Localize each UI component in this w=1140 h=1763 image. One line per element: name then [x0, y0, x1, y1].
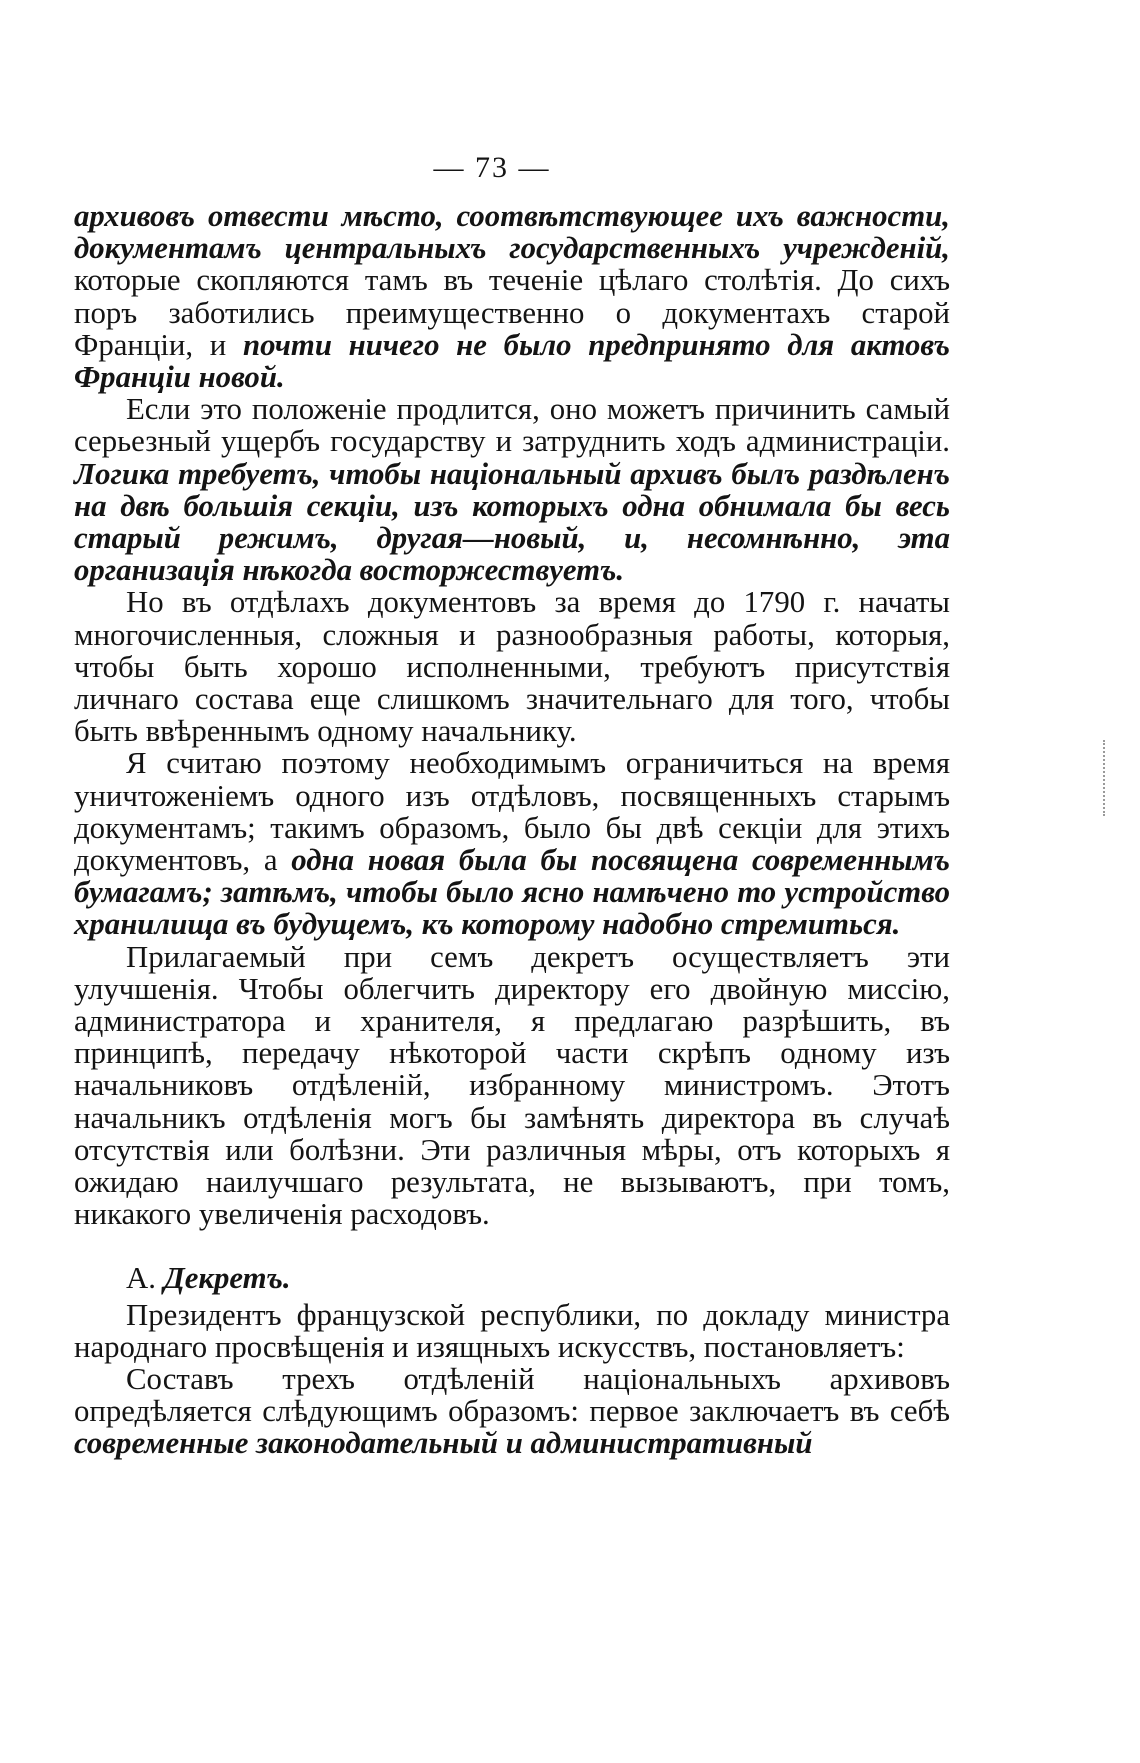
margin-dotted-mark [1103, 740, 1107, 816]
italic-run: почти ничего не было предпринято для актовъ Франціи новой. [74, 327, 950, 395]
paragraph-2 [74, 393, 950, 586]
body-text [74, 200, 950, 1231]
italic-run: современные законодательный и административный [74, 1426, 813, 1461]
paragraph-5 [74, 941, 950, 1231]
decree-paragraph-1 [74, 1299, 950, 1363]
decree-paragraph-2 [74, 1363, 950, 1460]
paragraph-4 [74, 747, 950, 940]
text-run: которые скопляются тамъ въ теченіе цѣлаго столѣтія. До сихъ поръ заботились преимущественно о документахъ старой Франціи, и [74, 263, 950, 362]
paragraph-3 [74, 586, 950, 747]
text-run: Президентъ французской республики, по докладу министра народнаго просвѣщенія и изящныхъ искусствъ, постановляетъ: [74, 1297, 950, 1364]
italic-run: Логика требуетъ, чтобы національный архивъ былъ раздѣленъ на двѣ большія секціи, изъ которыхъ одна обнимала бы весь старый режимъ, другая—новый, и, несомнѣнно, эта организація нѣкогда восторжествуетъ. [74, 456, 950, 588]
italic-run: одна новая была бы посвящена современнымъ бумагамъ; затѣмъ, чтобы было ясно намѣчено то устройство хранилища въ будущемъ, къ которому надобно стремиться. [74, 843, 950, 942]
text-run: Если это положеніе продлится, оно можетъ причинить самый серьезный ущербъ государству и затруднить ходъ администраціи. [74, 392, 950, 459]
text-run: Но въ отдѣлахъ документовъ за время до 1790 г. начаты многочисленныя, сложныя и разнообразныя работы, которыя, чтобы быть хорошо исполненными, требуютъ присутствія личнаго состава еще слишкомъ значительнаго для того, чтобы быть ввѣреннымъ одному начальнику. [74, 585, 950, 749]
text-run: Прилагаемый при семъ декретъ осуществляетъ эти улучшенія. Чтобы облегчить директору его двойную миссію, администратора и хранителя, я предлагаю разрѣшить, въ принципѣ, передачу нѣкоторой части скрѣпъ одному изъ начальниковъ отдѣленій, избранному министромъ. Этотъ начальникъ отдѣленія могъ бы замѣнять директора въ случаѣ отсутствія или болѣзни. Эти различныя мѣры, отъ которыхъ я ожидаю наилучшаго результата, не вызываютъ, при томъ, никакого увеличенія расходовъ. [74, 939, 950, 1232]
decree-letter: А. [126, 1260, 156, 1295]
paragraph-1 [74, 200, 950, 393]
italic-run: архивовъ отвести мѣсто, соотвѣтствующее ихъ важности, документамъ центральныхъ государственныхъ учрежденій, [74, 199, 950, 266]
decree-heading [74, 1261, 950, 1295]
page-number: — 73 — [433, 151, 551, 184]
text-run: Я считаю поэтому необходимымъ ограничиться на время уничтоженіемъ одного изъ отдѣловъ, посвященныхъ старымъ документамъ; такимъ образомъ, было бы двѣ секціи для этихъ документовъ, а [74, 746, 950, 878]
decree-text [74, 1299, 950, 1460]
text-run: Составъ трехъ отдѣленій національныхъ архивовъ опредѣляется слѣдующимъ образомъ: первое заключаетъ въ себѣ [74, 1361, 950, 1429]
document-page [74, 148, 950, 1460]
decree-title: Декретъ. [163, 1260, 291, 1295]
